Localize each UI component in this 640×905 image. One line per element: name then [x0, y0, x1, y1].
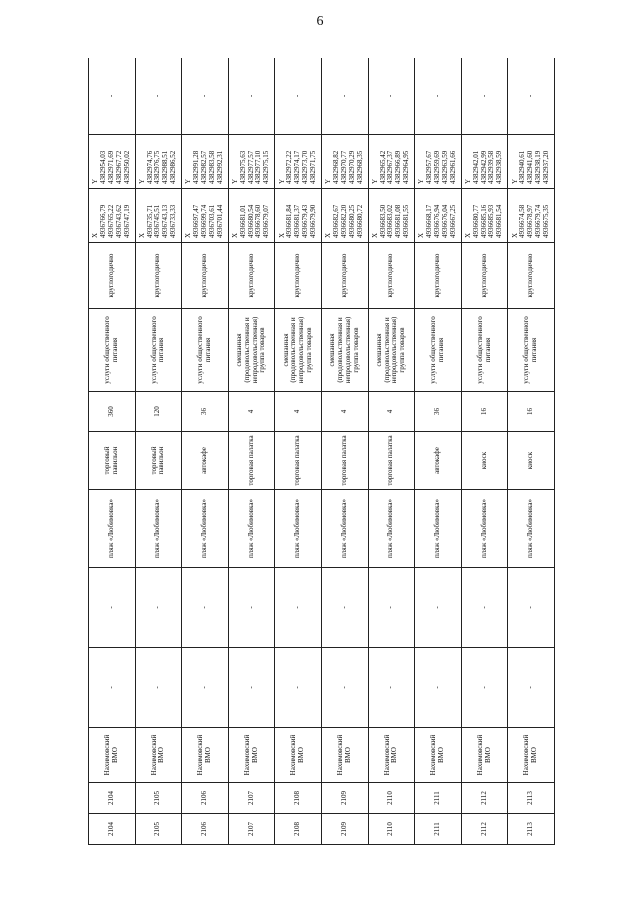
- empty-cell: -: [89, 648, 136, 728]
- x-coordinate-value: 4936701,44: [215, 204, 224, 238]
- empty-cell: -: [321, 648, 368, 728]
- x-coordinate-value: 4936674,58: [518, 204, 527, 238]
- period-cell: круглогодично: [228, 243, 275, 309]
- x-coordinate-value: 4936679,07: [262, 204, 271, 238]
- area-cell: 4: [228, 392, 275, 432]
- empty-cell: -: [461, 58, 508, 135]
- specialization-cell: смешанная (продовольственная и непродовольственная) группа товаров: [321, 309, 368, 392]
- object-type-cell: торговая палатка: [321, 432, 368, 490]
- row-number-cell: 2106: [182, 783, 229, 814]
- x-coordinate-value: X: [91, 232, 100, 238]
- y-coordinates-cell: [182, 135, 229, 189]
- table-row: [461, 58, 508, 845]
- object-type-cell: торговая палатка: [368, 432, 415, 490]
- y-coordinate-value: 4382982,57: [200, 150, 209, 184]
- object-type-cell: торговый павильон: [89, 432, 136, 490]
- row-number-cell: 2110: [368, 783, 415, 814]
- empty-cell: -: [89, 58, 136, 135]
- y-coordinate-value: 4382970,77: [339, 150, 348, 184]
- location-cell: пляж «Любимовка»: [135, 490, 182, 568]
- specialization-cell: смешанная (продовольственная и непродовольственная) группа товаров: [275, 309, 322, 392]
- y-coordinate-value: Y: [417, 178, 426, 184]
- y-coordinate-value: 4382972,22: [285, 150, 294, 184]
- y-coordinate-value: 4382974,17: [293, 150, 302, 184]
- y-coordinate-value: 4382964,95: [402, 150, 411, 184]
- object-type-cell: киоск: [508, 432, 555, 490]
- x-coordinates-cell: [321, 189, 368, 243]
- specialization-cell: услуги общественного питания: [182, 309, 229, 392]
- period-cell: круглогодично: [508, 243, 555, 309]
- empty-cell: -: [275, 648, 322, 728]
- y-coordinates-cell: [321, 135, 368, 189]
- y-coordinate-value: 4382967,37: [386, 150, 395, 184]
- row-number-cell: 2111: [415, 783, 462, 814]
- empty-cell: -: [461, 648, 508, 728]
- empty-cell: -: [182, 568, 229, 648]
- y-coordinate-value: Y: [324, 178, 333, 184]
- empty-cell: -: [321, 568, 368, 648]
- x-coordinate-value: 4936765,22: [106, 204, 115, 238]
- district-cell: Нахимовский ВМО: [415, 728, 462, 783]
- y-coordinate-value: Y: [231, 178, 239, 184]
- table-row: [182, 58, 229, 845]
- empty-cell: -: [368, 568, 415, 648]
- row-number-cell: 2113: [508, 783, 555, 814]
- object-type-cell: киоск: [461, 432, 508, 490]
- district-cell: Нахимовский ВМО: [89, 728, 136, 783]
- y-coordinates-cell: [415, 135, 462, 189]
- y-coordinate-value: 4382991,28: [192, 150, 201, 184]
- x-coordinate-value: 4936681,84: [285, 204, 294, 238]
- x-coordinate-value: 4936681,08: [394, 204, 403, 238]
- row-id-cell: 2110: [368, 814, 415, 845]
- x-coordinate-value: 4936679,90: [308, 204, 317, 238]
- empty-cell: -: [228, 648, 275, 728]
- location-cell: пляж «Любимовка»: [89, 490, 136, 568]
- x-coordinates-cell: [275, 189, 322, 243]
- y-coordinate-value: 4382939,58: [487, 150, 496, 184]
- empty-cell: -: [135, 58, 182, 135]
- empty-cell: -: [182, 58, 229, 135]
- x-coordinate-value: X: [324, 232, 333, 238]
- x-coordinates-cell: [368, 189, 415, 243]
- area-cell: 16: [461, 392, 508, 432]
- period-cell: круглогодично: [461, 243, 508, 309]
- x-coordinates-cell: [508, 189, 555, 243]
- y-coordinate-value: 4382938,19: [534, 150, 543, 184]
- x-coordinate-value: 4936683,02: [386, 204, 395, 238]
- table-row: [89, 58, 136, 845]
- x-coordinate-value: 4936679,74: [534, 204, 543, 238]
- row-id-cell: 2107: [228, 814, 275, 845]
- object-type-cell: торговая палатка: [275, 432, 322, 490]
- row-id-cell: 2109: [321, 814, 368, 845]
- x-coordinate-value: 4936735,71: [145, 204, 154, 238]
- x-coordinates-cell: [89, 189, 136, 243]
- y-coordinate-value: 4382971,69: [106, 150, 115, 184]
- y-coordinate-value: 4382950,02: [122, 150, 131, 184]
- x-coordinate-value: X: [137, 232, 146, 238]
- registry-table: [88, 58, 555, 845]
- area-cell: 4: [321, 392, 368, 432]
- y-coordinate-value: 4382988,51: [161, 150, 170, 184]
- empty-cell: -: [275, 568, 322, 648]
- area-cell: 120: [135, 392, 182, 432]
- x-coordinates-cell: [182, 189, 229, 243]
- empty-cell: -: [508, 58, 555, 135]
- y-coordinate-value: Y: [370, 178, 379, 184]
- object-type-cell: торговый павильон: [135, 432, 182, 490]
- x-coordinate-value: 4936676,04: [440, 204, 449, 238]
- period-cell: круглогодично: [135, 243, 182, 309]
- table-row: [228, 58, 275, 845]
- x-coordinate-value: 4936685,93: [487, 204, 496, 238]
- y-coordinates-cell: [368, 135, 415, 189]
- x-coordinate-value: 4936667,25: [448, 204, 457, 238]
- x-coordinate-value: 4936682,67: [332, 204, 341, 238]
- x-coordinate-value: 4936678,60: [254, 204, 263, 238]
- x-coordinates-cell: [461, 189, 508, 243]
- district-cell: Нахимовский ВМО: [368, 728, 415, 783]
- x-coordinates-cell: [415, 189, 462, 243]
- y-coordinates-cell: [508, 135, 555, 189]
- y-coordinate-value: 4382971,75: [308, 150, 317, 184]
- y-coordinate-value: 4382942,99: [479, 150, 488, 184]
- location-cell: пляж «Любимовка»: [368, 490, 415, 568]
- row-id-cell: 2111: [415, 814, 462, 845]
- y-coordinate-value: 4382957,67: [425, 150, 434, 184]
- y-coordinates-cell: [275, 135, 322, 189]
- y-coordinate-value: 4382961,66: [448, 150, 457, 184]
- y-coordinates-cell: [135, 135, 182, 189]
- row-number-cell: 2107: [228, 783, 275, 814]
- area-cell: 4: [368, 392, 415, 432]
- empty-cell: -: [415, 58, 462, 135]
- area-cell: 360: [89, 392, 136, 432]
- district-cell: Нахимовский ВМО: [182, 728, 229, 783]
- y-coordinate-value: 4382983,58: [207, 150, 216, 184]
- y-coordinate-value: 4382941,60: [526, 150, 535, 184]
- x-coordinates-cell: [135, 189, 182, 243]
- x-coordinate-value: 4936699,74: [200, 204, 209, 238]
- x-coordinate-value: 4936678,97: [526, 204, 535, 238]
- x-coordinate-value: X: [184, 232, 193, 238]
- x-coordinate-value: 4936668,17: [425, 204, 434, 238]
- x-coordinate-value: 4936682,20: [339, 204, 348, 238]
- specialization-cell: услуги общественного питания: [508, 309, 555, 392]
- x-coordinate-value: X: [370, 232, 379, 238]
- district-cell: Нахимовский ВМО: [508, 728, 555, 783]
- y-coordinates-cell: [461, 135, 508, 189]
- y-coordinate-value: Y: [277, 178, 286, 184]
- x-coordinate-value: 4936733,33: [169, 204, 178, 238]
- district-cell: Нахимовский ВМО: [321, 728, 368, 783]
- x-coordinate-value: X: [231, 232, 239, 238]
- y-coordinate-value: 4382963,59: [440, 150, 449, 184]
- empty-cell: -: [508, 568, 555, 648]
- x-coordinate-value: 4936675,35: [541, 204, 550, 238]
- page-number: 6: [316, 14, 324, 29]
- y-coordinate-value: Y: [184, 178, 193, 184]
- y-coordinate-value: 4382986,52: [169, 150, 178, 184]
- x-coordinate-value: 4936703,61: [207, 204, 216, 238]
- row-number-cell: 2104: [89, 783, 136, 814]
- x-coordinate-value: 4936697,47: [192, 204, 201, 238]
- specialization-cell: услуги общественного питания: [415, 309, 462, 392]
- x-coordinate-value: 4936681,37: [293, 204, 302, 238]
- x-coordinate-value: 4936681,01: [238, 204, 247, 238]
- x-coordinate-value: 4936680,72: [355, 204, 364, 238]
- y-coordinate-value: 4382977,10: [254, 150, 263, 184]
- x-coordinate-value: 4936747,19: [122, 204, 131, 238]
- empty-cell: -: [182, 648, 229, 728]
- specialization-cell: смешанная (продовольственная и непродовольственная) группа товаров: [228, 309, 275, 392]
- y-coordinate-value: 4382968,35: [355, 150, 364, 184]
- row-id-cell: 2106: [182, 814, 229, 845]
- area-cell: 16: [508, 392, 555, 432]
- empty-cell: -: [135, 648, 182, 728]
- empty-cell: -: [415, 648, 462, 728]
- object-type-cell: автокафе: [182, 432, 229, 490]
- table-row: [135, 58, 182, 845]
- y-coordinate-value: 4382968,82: [332, 150, 341, 184]
- x-coordinate-value: 4936685,16: [479, 204, 488, 238]
- period-cell: круглогодично: [321, 243, 368, 309]
- y-coordinate-value: 4382954,03: [99, 150, 108, 184]
- empty-cell: -: [508, 648, 555, 728]
- table-row: [275, 58, 322, 845]
- specialization-cell: услуги общественного питания: [135, 309, 182, 392]
- district-cell: Нахимовский ВМО: [228, 728, 275, 783]
- y-coordinate-value: Y: [510, 178, 519, 184]
- empty-cell: -: [368, 58, 415, 135]
- area-cell: 4: [275, 392, 322, 432]
- x-coordinate-value: X: [510, 232, 519, 238]
- x-coordinates-cell: [228, 189, 275, 243]
- y-coordinate-value: 4382938,59: [495, 150, 504, 184]
- location-cell: пляж «Любимовка»: [182, 490, 229, 568]
- row-number-cell: 2109: [321, 783, 368, 814]
- empty-cell: -: [275, 58, 322, 135]
- x-coordinate-value: X: [417, 232, 426, 238]
- period-cell: круглогодично: [415, 243, 462, 309]
- empty-cell: -: [135, 568, 182, 648]
- period-cell: круглогодично: [368, 243, 415, 309]
- y-coordinate-value: 4382977,57: [246, 150, 255, 184]
- empty-cell: -: [228, 58, 275, 135]
- empty-cell: -: [415, 568, 462, 648]
- location-cell: пляж «Любимовка»: [275, 490, 322, 568]
- table-body: [89, 58, 555, 845]
- period-cell: круглогодично: [182, 243, 229, 309]
- table-row: [321, 58, 368, 845]
- y-coordinate-value: 4382965,42: [378, 150, 387, 184]
- row-id-cell: 2113: [508, 814, 555, 845]
- district-cell: Нахимовский ВМО: [461, 728, 508, 783]
- row-id-cell: 2105: [135, 814, 182, 845]
- specialization-cell: смешанная (продовольственная и непродовольственная) группа товаров: [368, 309, 415, 392]
- y-coordinate-value: 4382975,15: [262, 150, 271, 184]
- y-coordinate-value: 4382966,89: [394, 150, 403, 184]
- x-coordinate-value: X: [463, 232, 472, 238]
- table-row: [415, 58, 462, 845]
- empty-cell: -: [368, 648, 415, 728]
- x-coordinate-value: X: [277, 232, 286, 238]
- y-coordinate-value: Y: [91, 178, 100, 184]
- location-cell: пляж «Любимовка»: [415, 490, 462, 568]
- district-cell: Нахимовский ВМО: [275, 728, 322, 783]
- empty-cell: -: [89, 568, 136, 648]
- x-coordinate-value: 4936681,54: [495, 204, 504, 238]
- location-cell: пляж «Любимовка»: [228, 490, 275, 568]
- x-coordinate-value: 4936680,25: [347, 204, 356, 238]
- y-coordinate-value: 4382940,61: [518, 150, 527, 184]
- location-cell: пляж «Любимовка»: [321, 490, 368, 568]
- empty-cell: -: [228, 568, 275, 648]
- x-coordinate-value: 4936680,77: [471, 204, 480, 238]
- y-coordinate-value: 4382959,69: [433, 150, 442, 184]
- y-coordinate-value: 4382937,20: [541, 150, 550, 184]
- y-coordinates-cell: [228, 135, 275, 189]
- y-coordinate-value: Y: [137, 178, 146, 184]
- empty-cell: -: [321, 58, 368, 135]
- row-number-cell: 2105: [135, 783, 182, 814]
- specialization-cell: услуги общественного питания: [461, 309, 508, 392]
- y-coordinate-value: 4382976,75: [153, 150, 162, 184]
- registry-table-container: [88, 58, 555, 845]
- y-coordinate-value: 4382970,29: [347, 150, 356, 184]
- area-cell: 36: [415, 392, 462, 432]
- y-coordinate-value: Y: [463, 178, 472, 184]
- x-coordinate-value: 4936683,50: [378, 204, 387, 238]
- specialization-cell: услуги общественного питания: [89, 309, 136, 392]
- row-id-cell: 2104: [89, 814, 136, 845]
- y-coordinate-value: 4382992,31: [215, 150, 224, 184]
- table-row: [368, 58, 415, 845]
- y-coordinate-value: 4382967,72: [114, 150, 123, 184]
- empty-cell: -: [461, 568, 508, 648]
- x-coordinate-value: 4936681,55: [402, 204, 411, 238]
- location-cell: пляж «Любимовка»: [461, 490, 508, 568]
- x-coordinate-value: 4936745,51: [153, 204, 162, 238]
- y-coordinate-value: 4382974,76: [145, 150, 154, 184]
- y-coordinate-value: 4382975,63: [238, 150, 247, 184]
- period-cell: круглогодично: [89, 243, 136, 309]
- y-coordinate-value: 4382942,01: [471, 150, 480, 184]
- x-coordinate-value: 4936743,13: [161, 204, 170, 238]
- row-number-cell: 2112: [461, 783, 508, 814]
- x-coordinate-value: 4936680,54: [246, 204, 255, 238]
- y-coordinate-value: 4382973,70: [301, 150, 310, 184]
- area-cell: 36: [182, 392, 229, 432]
- x-coordinate-value: 4936743,62: [114, 204, 123, 238]
- y-coordinates-cell: [89, 135, 136, 189]
- table-row: [508, 58, 555, 845]
- row-id-cell: 2108: [275, 814, 322, 845]
- object-type-cell: торговая палатка: [228, 432, 275, 490]
- row-number-cell: 2108: [275, 783, 322, 814]
- object-type-cell: автокафе: [415, 432, 462, 490]
- x-coordinate-value: 4936679,43: [301, 204, 310, 238]
- location-cell: пляж «Любимовка»: [508, 490, 555, 568]
- x-coordinate-value: 4936676,94: [433, 204, 442, 238]
- district-cell: Нахимовский ВМО: [135, 728, 182, 783]
- period-cell: круглогодично: [275, 243, 322, 309]
- x-coordinate-value: 4936766,79: [99, 204, 108, 238]
- row-id-cell: 2112: [461, 814, 508, 845]
